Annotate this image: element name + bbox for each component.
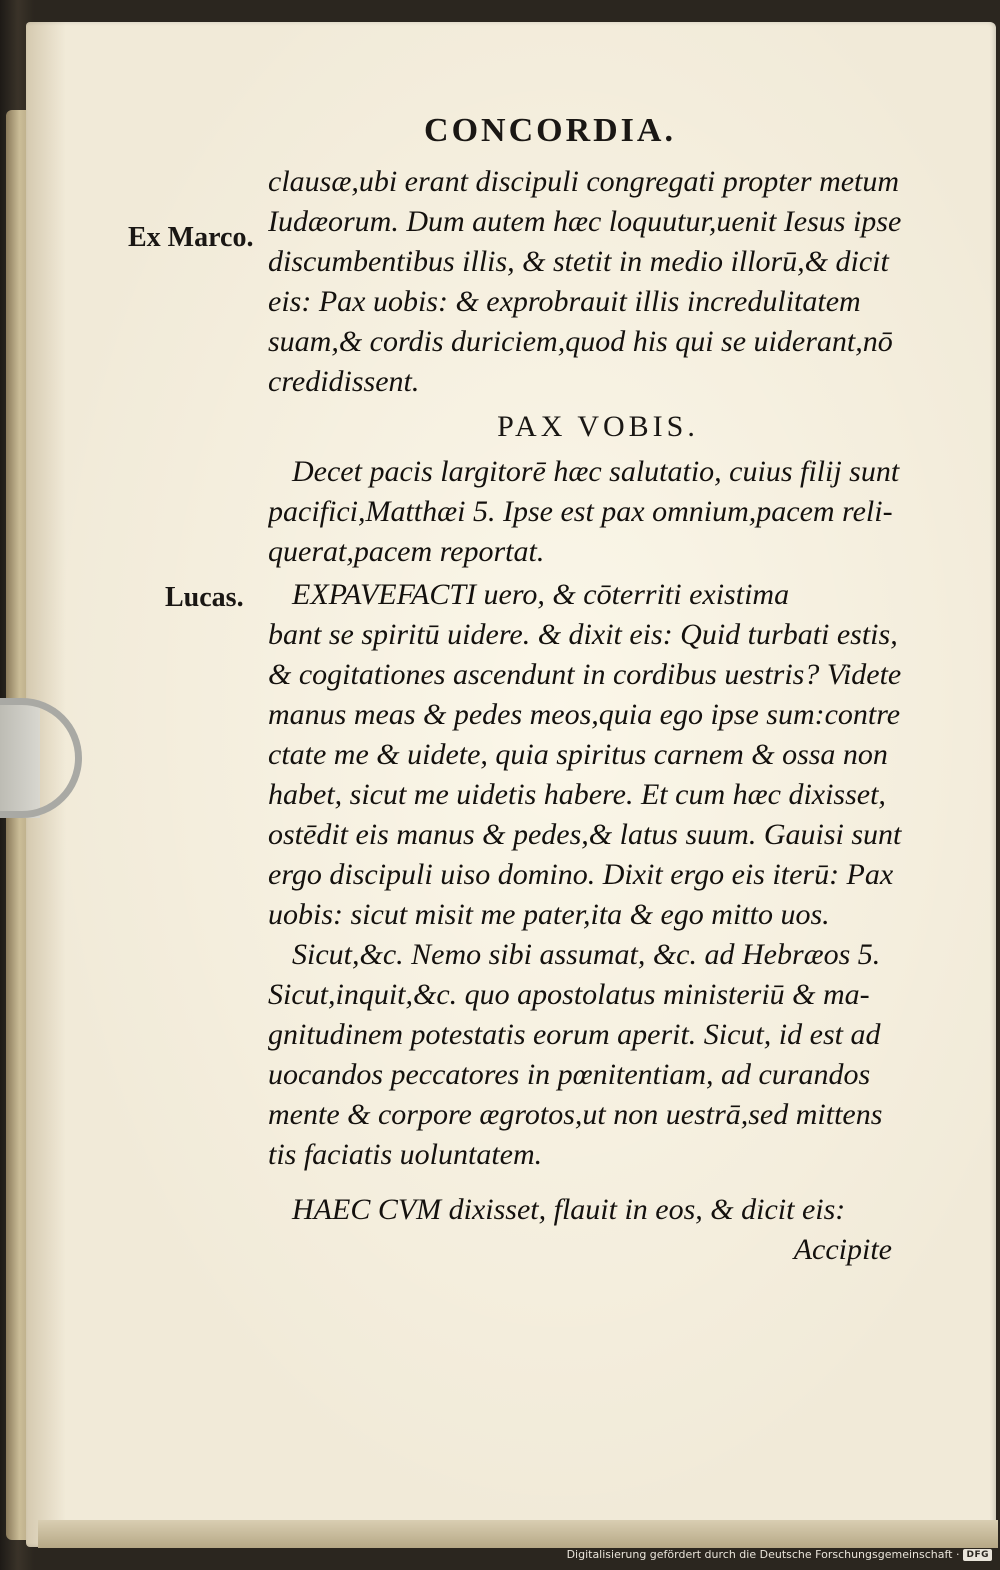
text-line: Sicut,inquit,&c. quo apostolatus ministeriū & ma- xyxy=(268,978,870,1011)
credit-text: Digitalisierung gefördert durch die Deutsche Forschungsgemeinschaft · xyxy=(566,1548,960,1561)
paragraph-5 xyxy=(268,1190,928,1270)
text-line: ostēdit eis manus & pedes,& latus suum. Gauisi sunt xyxy=(268,818,902,851)
text-line: credidissent. xyxy=(268,365,420,398)
text-line: HAEC CVM dixisset, flauit in eos, & dicit eis: xyxy=(292,1193,846,1226)
text-line: pacifici,Matthæi 5. Ipse est pax omnium,pacem reli- xyxy=(268,495,893,528)
running-head: CONCORDIA. xyxy=(424,112,676,149)
digitization-credit xyxy=(567,1548,992,1561)
dfg-logo: DFG xyxy=(963,1549,992,1561)
text-line: Sicut,&c. Nemo sibi assumat, &c. ad Hebræos 5. xyxy=(292,938,881,971)
margin-note-lucas: Lucas. xyxy=(165,582,244,613)
section-heading: PAX VOBIS. xyxy=(497,410,699,443)
text-line: eis: Pax uobis: & exprobrauit illis incredulitatem xyxy=(268,285,861,318)
text-line: EXPAVEFACTI uero, & cōterriti existima xyxy=(292,578,790,611)
text-line: uocandos peccatores in pœnitentiam, ad curandos xyxy=(268,1058,871,1091)
paragraph-4 xyxy=(268,935,928,1175)
text-line: manus meas & pedes meos,quia ego ipse sum:contre xyxy=(268,698,901,731)
text-line: bant se spiritū uidere. & dixit eis: Quid turbati estis, xyxy=(268,618,898,651)
text-line: ctate me & uidete, quia spiritus carnem & ossa non xyxy=(268,738,888,771)
paragraph-1 xyxy=(268,162,928,402)
text-line: mente & corpore ægrotos,ut non uestrā,sed mittens xyxy=(268,1098,883,1131)
catchword: Accipite xyxy=(793,1233,892,1266)
text-line: gnitudinem potestatis eorum aperit. Sicut, id est ad xyxy=(268,1018,881,1051)
margin-note-marco: Ex Marco. xyxy=(128,222,254,253)
text-line: habet, sicut me uidetis habere. Et cum hæc dixisset, xyxy=(268,778,886,811)
text-line: clausæ,ubi erant discipuli congregati propter metum xyxy=(268,165,900,198)
text-line: Decet pacis largitorē hæc salutatio, cuius filij sunt xyxy=(292,455,900,488)
text-line: suam,& cordis duriciem,quod his qui se uiderant,nō xyxy=(268,325,893,358)
text-line: tis faciatis uoluntatem. xyxy=(268,1138,543,1171)
text-line: uobis: sicut misit me pater,ita & ego mitto uos. xyxy=(268,898,830,931)
page-bottom-edge xyxy=(38,1520,998,1548)
text-line: Iudæorum. Dum autem hæc loquutur,uenit Iesus ipse xyxy=(268,205,902,238)
text-line: & cogitationes ascendunt in cordibus uestris? Videte xyxy=(268,658,902,691)
text-line: querat,pacem reportat. xyxy=(268,535,545,568)
text-line: discumbentibus illis, & stetit in medio illorū,& dicit xyxy=(268,245,889,278)
paragraph-2 xyxy=(268,452,928,572)
paragraph-3 xyxy=(268,575,928,935)
text-line: ergo discipuli uiso domino. Dixit ergo eis iterū: Pax xyxy=(268,858,894,891)
